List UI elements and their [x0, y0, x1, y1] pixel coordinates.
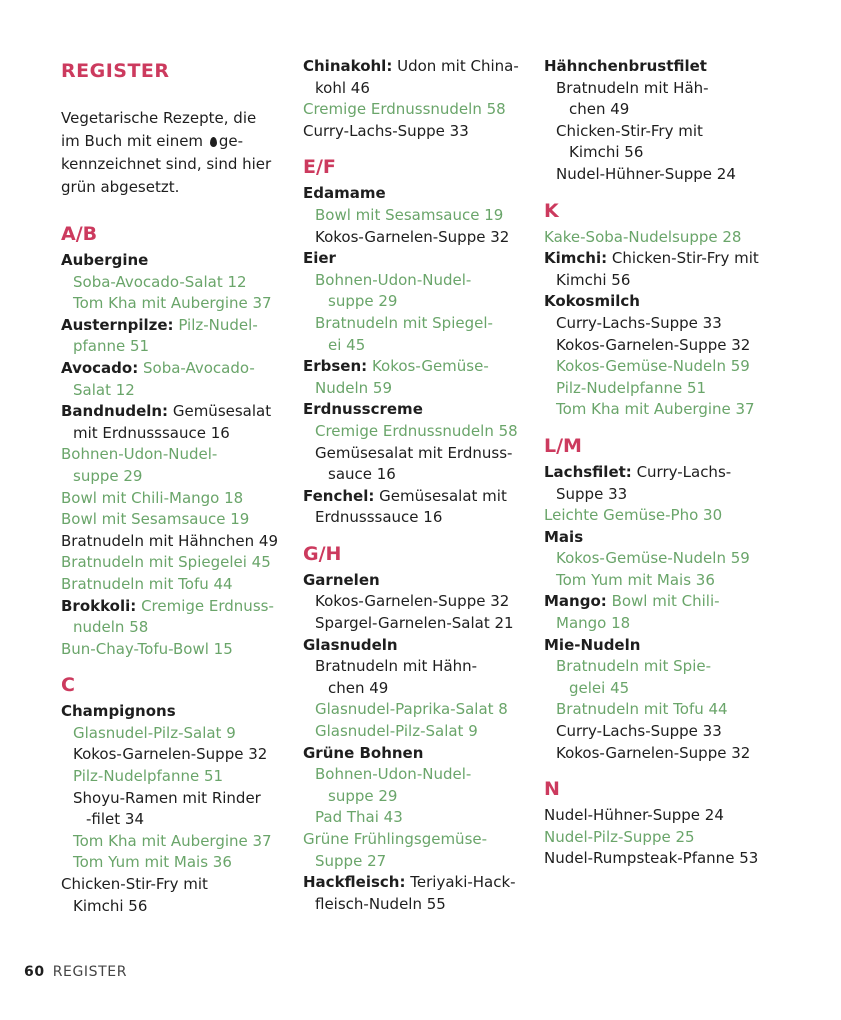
index-entry: Bratnudeln mit Hähnchen 49 [61, 531, 278, 550]
section-heading: N [544, 778, 560, 801]
index-keyword: Kimchi: [544, 249, 608, 268]
index-keyword: Mais [544, 527, 584, 546]
index-entry-vegetarian: Bowl mit Chili-Mango 18 [61, 488, 244, 507]
index-keyword-entry [61, 596, 287, 618]
index-keyword-entry [61, 315, 287, 337]
section-heading: E/F [303, 156, 336, 179]
index-entry: -filet 34 [86, 810, 144, 829]
index-entry-vegetarian: Leichte Gemüse-Pho 30 [544, 506, 723, 525]
index-entry: sauce 16 [328, 465, 396, 484]
index-entry-vegetarian: Suppe 27 [315, 851, 387, 870]
index-entry-vegetarian: Cremige Erdnuss- [141, 596, 274, 615]
index-entry: Chicken-Stir-Fry mit [556, 121, 703, 140]
index-keyword: Kokosmilch [544, 292, 640, 311]
section-heading: C [61, 674, 75, 697]
index-entry-vegetarian: gelei 45 [569, 678, 630, 697]
index-entry: Kokos-Garnelen-Suppe 32 [556, 335, 751, 354]
index-entry-vegetarian: Pad Thai 43 [315, 808, 403, 827]
index-keyword: Hähnchenbrustfilet [544, 57, 707, 75]
intro-line: kennzeichnet sind, sind hier [61, 155, 272, 173]
index-entry: Bratnudeln mit Häh- [556, 78, 709, 97]
index-keyword: Champignons [61, 702, 176, 721]
index-entry: Kokos-Garnelen-Suppe 32 [556, 743, 751, 762]
index-entry-vegetarian: suppe 29 [328, 292, 398, 311]
index-entry: chen 49 [328, 678, 389, 697]
index-entry-vegetarian: Glasnudel-Pilz-Salat 9 [315, 722, 478, 741]
index-entry-vegetarian: Kake-Soba-Nudelsuppe 28 [544, 227, 742, 246]
index-entry-vegetarian: Pilz-Nudel- [178, 315, 258, 334]
index-entry-vegetarian: Bratnudeln mit Tofu 44 [556, 700, 728, 719]
index-keyword: Aubergine [61, 251, 149, 269]
index-entry-vegetarian: Bohnen-Udon-Nudel- [61, 445, 218, 464]
index-entry-vegetarian: Tom Yum mit Mais 36 [556, 570, 715, 589]
index-keyword: Erdnusscreme [303, 400, 423, 419]
index-entry: Shoyu-Ramen mit Rinder [73, 788, 261, 807]
page-title: REGISTER [61, 60, 170, 82]
index-entry-vegetarian: suppe 29 [73, 466, 143, 485]
index-keyword-entry [303, 356, 531, 378]
index-entry-vegetarian: nudeln 58 [73, 618, 149, 637]
index-keyword: Edamame [303, 184, 386, 203]
index-keyword: Erbsen: [303, 357, 368, 376]
index-entry-vegetarian: Tom Yum mit Mais 36 [73, 853, 232, 872]
index-keyword: Mie-Nudeln [544, 635, 641, 654]
index-keyword-entry [544, 591, 794, 613]
index-keyword-entry [61, 358, 287, 380]
drop-icon [210, 137, 217, 147]
index-entry-vegetarian: Bowl mit Sesamsauce 19 [315, 205, 504, 224]
index-entry-vegetarian: Bratnudeln mit Spie- [556, 657, 712, 676]
index-entry: Curry-Lachs-Suppe 33 [556, 722, 722, 741]
intro-line-a: im Buch mit einem [61, 132, 204, 150]
index-entry-vegetarian: Tom Kha mit Aubergine 37 [73, 831, 272, 850]
index-entry-vegetarian: Bratnudeln mit Tofu 44 [61, 574, 233, 593]
index-entry-vegetarian: Kokos-Gemüse- [371, 357, 489, 376]
index-entry: Kokos-Garnelen-Suppe 32 [315, 592, 510, 611]
index-keyword: Hackfleisch: [303, 873, 406, 892]
index-entry-vegetarian: Bratnudeln mit Spiegelei 45 [61, 553, 271, 572]
index-entry-vegetarian: Soba-Avocado- [143, 358, 255, 377]
index-entry-vegetarian: Pilz-Nudelpfanne 51 [73, 767, 224, 786]
index-keyword: Fenchel: [303, 486, 375, 505]
index-keyword-entry [61, 401, 287, 423]
section-heading: K [544, 199, 559, 222]
index-entry-vegetarian: Kokos-Gemüse-Nudeln 59 [556, 357, 750, 376]
index-entry-vegetarian: suppe 29 [328, 786, 398, 805]
intro-line [61, 130, 287, 153]
index-keyword: Eier [303, 249, 336, 268]
index-entry-vegetarian: Pilz-Nudelpfanne 51 [556, 378, 707, 397]
intro-line: grün abgesetzt. [61, 178, 180, 196]
index-keyword: Brokkoli: [61, 596, 137, 615]
index-entry: chen 49 [569, 100, 630, 119]
index-entry-vegetarian: Nudeln 59 [315, 378, 393, 397]
index-entry-vegetarian: Bowl mit Sesamsauce 19 [61, 510, 250, 529]
index-entry: Erdnusssauce 16 [315, 508, 443, 527]
index-entry-vegetarian: Bowl mit Chili- [611, 592, 720, 611]
index-keyword: Grüne Bohnen [303, 743, 424, 762]
index-entry: mit Erdnusssauce 16 [73, 423, 230, 442]
index-entry-vegetarian: pfanne 51 [73, 337, 150, 356]
index-keyword: Mango: [544, 592, 607, 611]
index-entry-vegetarian: Nudel-Pilz-Suppe 25 [544, 827, 695, 846]
index-entry-vegetarian: Glasnudel-Paprika-Salat 8 [315, 700, 508, 719]
index-entry-vegetarian: Bohnen-Udon-Nudel- [315, 270, 472, 289]
index-entry: Spargel-Garnelen-Salat 21 [315, 614, 514, 633]
index-keyword: Chinakohl: [303, 57, 393, 75]
intro-line: Vegetarische Rezepte, die [61, 109, 257, 127]
index-entry-vegetarian: Grüne Frühlingsgemüse- [303, 830, 488, 848]
page-number: 60 [24, 964, 45, 980]
index-entry: Chicken-Stir-Fry mit [611, 249, 759, 268]
index-entry: Nudel-Rumpsteak-Pfanne 53 [544, 849, 759, 868]
index-list-2 [303, 56, 531, 915]
index-entry: Kokos-Garnelen-Suppe 32 [73, 745, 268, 764]
index-entry: Kimchi 56 [569, 143, 644, 162]
index-entry-vegetarian: ei 45 [328, 335, 366, 354]
index-entry-vegetarian: Salat 12 [73, 380, 135, 399]
index-keyword-entry [544, 462, 794, 484]
index-entry: Teriyaki-Hack- [410, 873, 516, 892]
index-entry-vegetarian: Cremige Erdnussnudeln 58 [315, 421, 518, 440]
index-entry-vegetarian: Bun-Chay-Tofu-Bowl 15 [61, 639, 233, 658]
index-entry: Curry-Lachs- [636, 462, 732, 481]
index-entry-vegetarian: Kokos-Gemüse-Nudeln 59 [556, 549, 750, 568]
intro-line-b: ge- [218, 132, 243, 150]
index-entry: Kimchi 56 [73, 896, 148, 915]
section-heading: A/B [61, 223, 98, 245]
index-entry: Gemüsesalat mit Erdnuss- [315, 443, 513, 462]
index-keyword: Avocado: [61, 358, 139, 377]
index-entry-vegetarian: Cremige Erdnussnudeln 58 [303, 100, 506, 119]
section-heading: G/H [303, 542, 342, 565]
column-2 [303, 56, 531, 915]
footer-label: REGISTER [52, 964, 128, 980]
index-entry: Curry-Lachs-Suppe 33 [556, 313, 722, 332]
index-entry: Suppe 33 [556, 484, 628, 503]
index-list-1 [61, 220, 287, 917]
index-entry-vegetarian: Bratnudeln mit Spiegel- [315, 313, 493, 332]
index-list-3 [544, 56, 794, 870]
index-entry-vegetarian: Tom Kha mit Aubergine 37 [556, 400, 755, 419]
index-entry: Curry-Lachs-Suppe 33 [303, 121, 469, 140]
index-entry-vegetarian: Glasnudel-Pilz-Salat 9 [73, 723, 236, 742]
index-entry: Gemüsesalat [172, 402, 272, 421]
index-keyword: Austernpilze: [61, 315, 174, 334]
index-entry-vegetarian: Mango 18 [556, 614, 631, 633]
index-entry: Udon mit China- [397, 57, 519, 75]
page-footer [24, 962, 127, 982]
index-entry: Kimchi 56 [556, 270, 631, 289]
index-entry: Chicken-Stir-Fry mit [61, 875, 208, 894]
index-entry-vegetarian: Bohnen-Udon-Nudel- [315, 765, 472, 784]
column-3 [544, 56, 794, 870]
index-entry-vegetarian: Tom Kha mit Aubergine 37 [73, 294, 272, 313]
index-keyword-entry [303, 56, 531, 78]
index-entry: Nudel-Hühner-Suppe 24 [556, 164, 736, 183]
index-keyword: Lachsfilet: [544, 462, 632, 481]
index-entry: Kokos-Garnelen-Suppe 32 [315, 227, 510, 246]
index-keyword-entry [303, 486, 531, 508]
index-keyword-entry [544, 248, 794, 270]
index-entry: Bratnudeln mit Hähn- [315, 657, 478, 676]
section-heading: L/M [544, 434, 582, 457]
index-entry: kohl 46 [315, 78, 370, 97]
intro-text [61, 107, 287, 199]
index-entry: Gemüsesalat mit [379, 486, 507, 505]
index-keyword: Bandnudeln: [61, 402, 169, 421]
index-keyword: Glasnudeln [303, 635, 398, 654]
index-keyword: Garnelen [303, 570, 380, 589]
index-entry: fleisch-Nudeln 55 [315, 894, 446, 913]
index-keyword-entry [303, 872, 531, 894]
column-1 [61, 56, 287, 917]
index-entry-vegetarian: Soba-Avocado-Salat 12 [73, 272, 247, 291]
index-entry: Nudel-Hühner-Suppe 24 [544, 806, 724, 825]
